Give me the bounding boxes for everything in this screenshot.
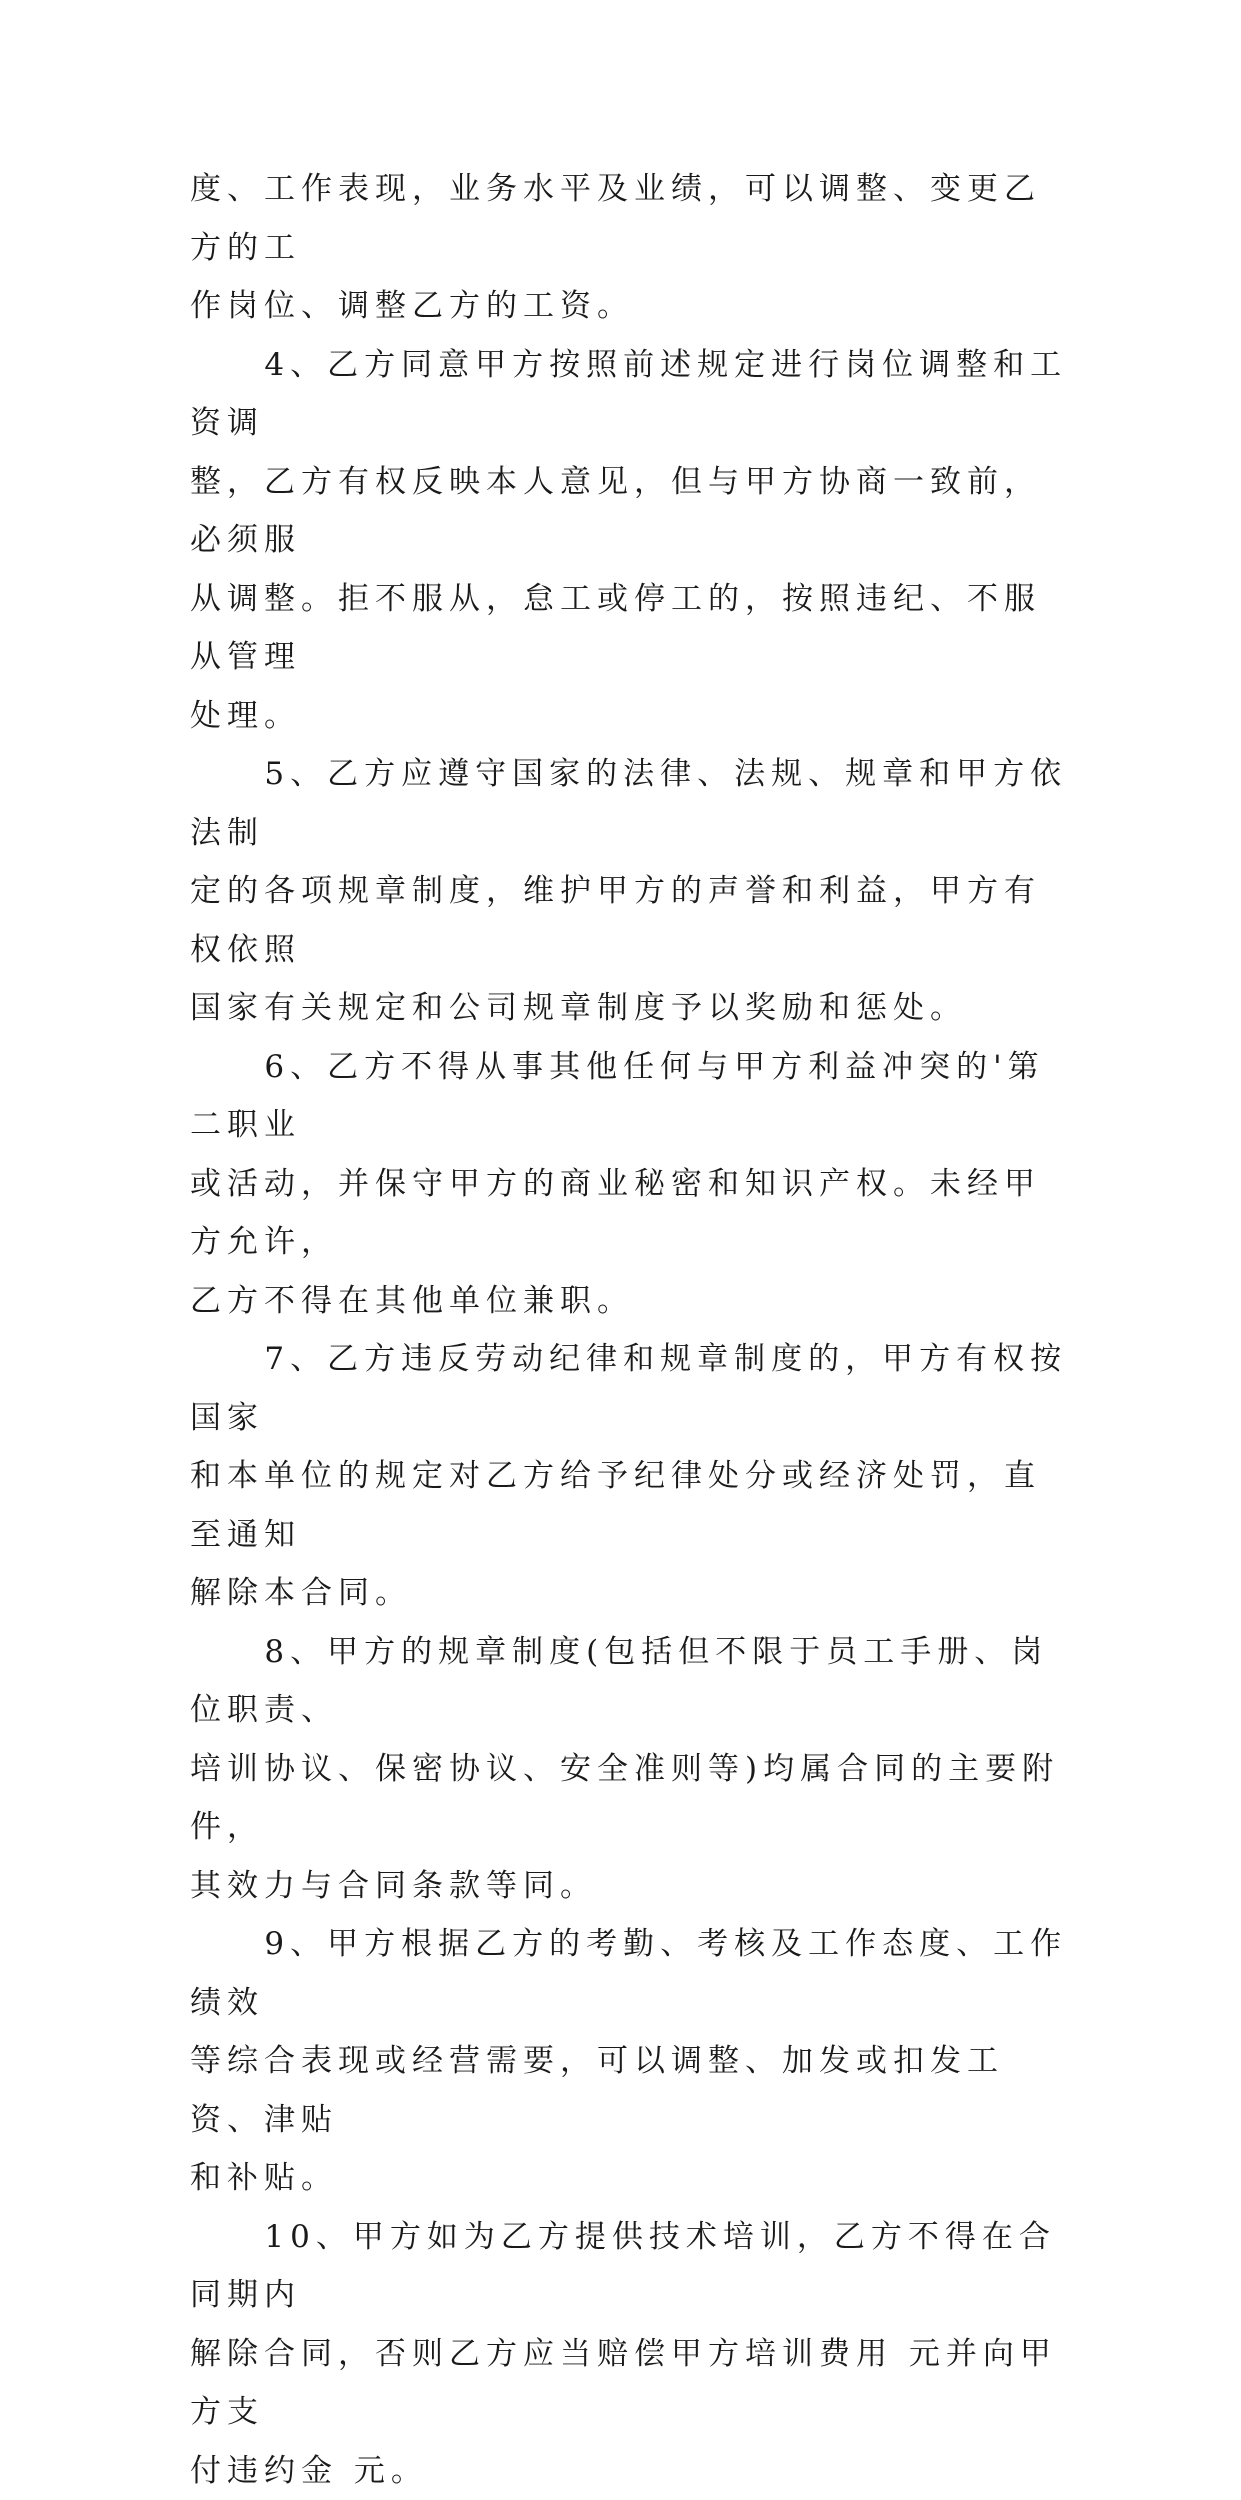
text-line: 从调整。拒不服从，怠工或停工的，按照违纪、不服从管理 [190, 570, 1070, 687]
text-line: 度、工作表现，业务水平及业绩，可以调整、变更乙方的工 [190, 160, 1070, 277]
text-line: 培训协议、保密协议、安全准则等)均属合同的主要附件， [190, 1740, 1070, 1857]
text-line: 9、甲方根据乙方的考勤、考核及工作态度、工作绩效 [190, 1915, 1070, 2032]
text-line: 等综合表现或经营需要，可以调整、加发或扣发工资、津贴 [190, 2032, 1070, 2149]
text-line: 或活动，并保守甲方的商业秘密和知识产权。未经甲方允许， [190, 1155, 1070, 1272]
text-line: 解除合同，否则乙方应当赔偿甲方培训费用 元并向甲方支 [190, 2325, 1070, 2442]
text-line: 7、乙方违反劳动纪律和规章制度的，甲方有权按国家 [190, 1330, 1070, 1447]
text-line: 乙方不得在其他单位兼职。 [190, 1272, 1070, 1331]
text-line: 和补贴。 [190, 2149, 1070, 2208]
paragraph [190, 160, 1070, 336]
paragraph [190, 1623, 1070, 1916]
text-line: 付违约金 元。 [190, 2442, 1070, 2500]
text-line: 4、乙方同意甲方按照前述规定进行岗位调整和工资调 [190, 336, 1070, 453]
paragraph [190, 745, 1070, 1038]
text-line: 整，乙方有权反映本人意见，但与甲方协商一致前，必须服 [190, 453, 1070, 570]
text-line: 定的各项规章制度，维护甲方的声誉和利益，甲方有权依照 [190, 862, 1070, 979]
paragraph [190, 2208, 1070, 2500]
paragraph [190, 1038, 1070, 1331]
text-line: 解除本合同。 [190, 1564, 1070, 1623]
text-line: 6、乙方不得从事其他任何与甲方利益冲突的'第二职业 [190, 1038, 1070, 1155]
text-line: 处理。 [190, 687, 1070, 746]
paragraph [190, 1330, 1070, 1623]
text-line: 8、甲方的规章制度(包括但不限于员工手册、岗位职责、 [190, 1623, 1070, 1740]
text-line: 5、乙方应遵守国家的法律、法规、规章和甲方依法制 [190, 745, 1070, 862]
text-line: 作岗位、调整乙方的工资。 [190, 277, 1070, 336]
text-line: 10、甲方如为乙方提供技术培训，乙方不得在合同期内 [190, 2208, 1070, 2325]
contract-body [190, 160, 1070, 2500]
text-line: 其效力与合同条款等同。 [190, 1857, 1070, 1916]
text-line: 国家有关规定和公司规章制度予以奖励和惩处。 [190, 979, 1070, 1038]
paragraph [190, 336, 1070, 746]
text-line: 和本单位的规定对乙方给予纪律处分或经济处罚，直至通知 [190, 1447, 1070, 1564]
paragraph [190, 1915, 1070, 2208]
